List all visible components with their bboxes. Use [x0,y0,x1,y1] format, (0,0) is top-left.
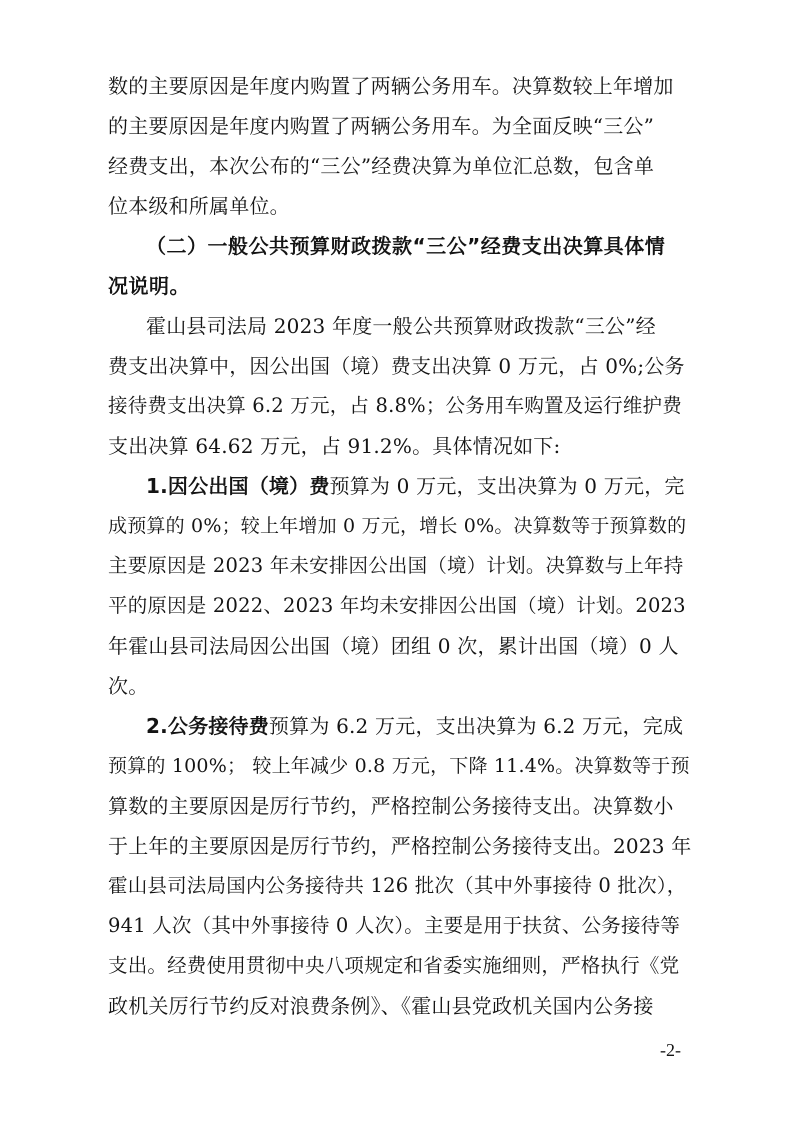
paragraph-line: 位本级和所属单位。 [108,194,290,218]
paragraph-line: 数的主要原因是年度内购置了两辆公务用车。决算数较上年增加 [108,74,674,98]
paragraph-line: 霍山县司法局国内公务接待共 126 批次（其中外事接待 0 批次）， [108,874,687,897]
paragraph-line: 941 人次（其中外事接待 0 人次）。主要是用于扶贫、公务接待等 [108,914,681,937]
paragraph-line: 费支出决算中，因公出国（境）费支出决算 0 万元，占 0%;公务 [108,354,685,378]
paragraph-line: 霍山县司法局 2023 年度一般公共预算财政拨款“三公”经 [146,314,656,338]
item-text: 预算为 0 万元，支出决算为 0 万元，完 [329,474,685,498]
paragraph-line: 政机关厉行节约反对浪费条例》、《霍山县党政机关国内公务接 [108,994,654,1018]
paragraph-line: 次。 [108,674,149,698]
section-heading: 况说明。 [108,274,190,298]
list-item-first-line [146,706,683,746]
paragraph-line: 于上年的主要原因是厉行节约，严格控制公务接待支出。2023 年 [108,834,692,858]
paragraph-line: 接待费支出决算 6.2 万元，占 8.8%；公务用车购置及运行维护费 [108,394,682,417]
item-text: 预算为 6.2 万元，支出决算为 6.2 万元，完成 [268,714,684,738]
paragraph-line: 经费支出，本次公布的“三公”经费决算为单位汇总数，包含单 [108,154,655,178]
paragraph-line: 主要原因是 2023 年未安排因公出国（境）计划。决算数与上年持 [108,554,684,577]
paragraph-line: 的主要原因是年度内购置了两辆公务用车。为全面反映“三公” [108,114,655,138]
list-item-first-line [146,466,685,506]
paragraph-line: 年霍山县司法局因公出国（境）团组 0 次，累计出国（境）0 人 [108,634,679,658]
paragraph-line: 平的原因是 2022、2023 年均未安排因公出国（境）计划。2023 [108,594,686,617]
paragraph-line: 支出。经费使用贯彻中央八项规定和省委实施细则，严格执行《党 [108,954,680,977]
paragraph-line: 支出决算 64.62 万元，占 91.2%。具体情况如下: [108,434,561,458]
section-heading: （二）一般公共预算财政拨款“三公”经费支出决算具体情 [146,234,666,258]
item-label: 2.公务接待费 [146,714,269,738]
paragraph-line: 成预算的 0%；较上年增加 0 万元，增长 0%。决算数等于预算数的 [108,515,687,537]
item-label: 1.因公出国（境）费 [146,474,330,498]
page-number: -2- [660,1040,681,1060]
paragraph-line: 算数的主要原因是厉行节约，严格控制公务接待支出。决算数小 [108,794,674,818]
paragraph-line: 预算的 100%； 较上年减少 0.8 万元，下降 11.4%。决算数等于预 [108,755,690,777]
